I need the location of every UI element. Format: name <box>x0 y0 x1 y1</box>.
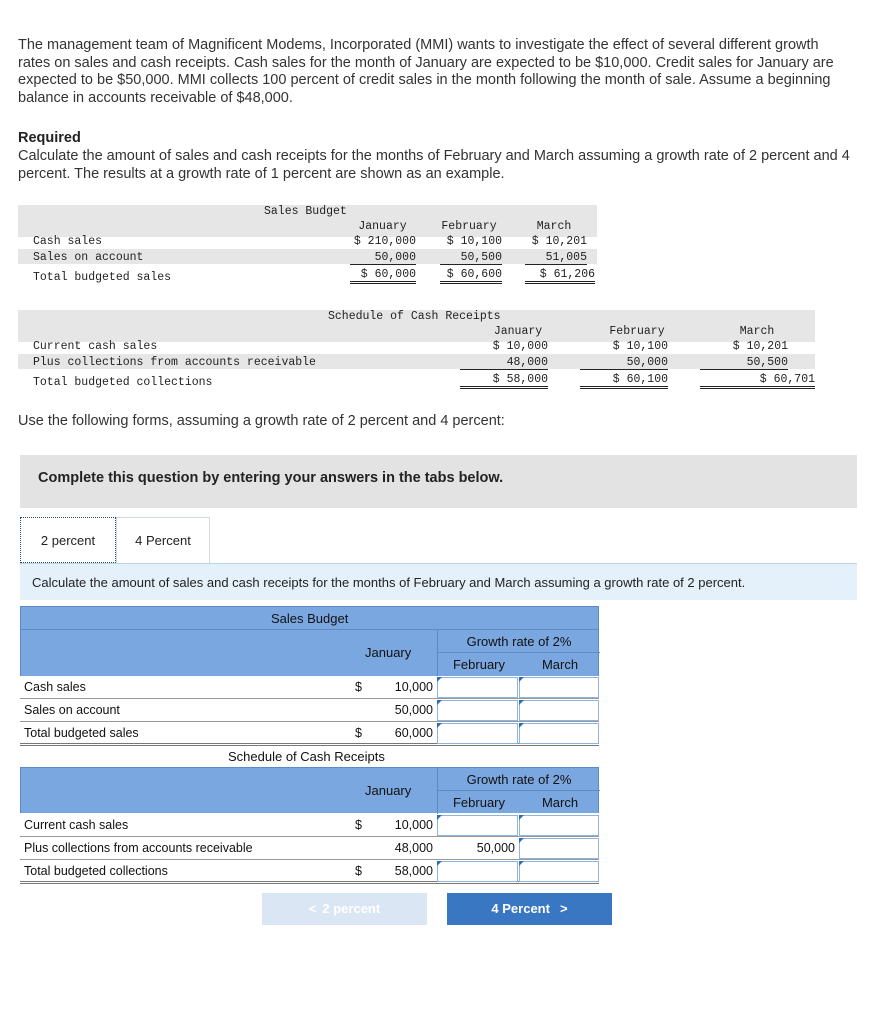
header-divider <box>438 652 600 653</box>
dollar-sign: $ <box>355 680 362 694</box>
row-label: Sales on account <box>24 703 120 717</box>
chevron-right-icon: > <box>559 901 568 916</box>
row-label: Total budgeted sales <box>24 726 139 740</box>
sales-form-title-bar <box>20 606 599 630</box>
row-label: Plus collections from accounts receivable <box>24 841 253 855</box>
sales-feb-account-input[interactable] <box>437 700 518 721</box>
example-receipts-label: Total budgeted collections <box>33 376 213 389</box>
forms-instruction: Use the following forms, assuming a growth rate of 2 percent and 4 percent: <box>18 413 505 429</box>
row-label: Total budgeted collections <box>24 864 168 878</box>
example-sales-value: $ 61,206 <box>525 268 595 284</box>
sales-mar-account-input[interactable] <box>519 700 599 721</box>
jan-value: 10,000 <box>394 680 433 694</box>
example-sales-value: $ 210,000 <box>353 235 416 248</box>
jan-value: 50,000 <box>394 703 433 717</box>
dollar-sign: $ <box>355 818 362 832</box>
chevron-left-icon: < <box>308 901 317 916</box>
receipts-feb-total-input[interactable] <box>437 861 518 882</box>
example-receipts-month: February <box>609 325 665 338</box>
example-receipts-month: January <box>493 325 543 338</box>
next-tab-button[interactable] <box>447 893 612 925</box>
row-label: Cash sales <box>24 680 86 694</box>
example-receipts-value: $ 58,000 <box>460 373 548 389</box>
example-sales-month: February <box>441 220 497 233</box>
next-tab-label: 4 Percent <box>491 901 550 916</box>
problem-intro: The management team of Magnificent Modems, Incorporated (MMI) wants to investigate the effect of several different growth rates on sales and cash receipts. Cash sales for the month of January are expected to be $10,000. Credit sales for January are expected to be $50,000. MMI collects 100 percent of credit sales in the month following the month of sale. Assume a beginning balance in accounts receivable of $48,000. <box>18 37 834 106</box>
panel-heading: Complete this question by entering your answers in the tabs below. <box>38 470 504 486</box>
required-text: Calculate the amount of sales and cash receipts for the months of February and March assuming a growth rate of 2 percent and 4 percent. The results at a growth rate of 1 percent are shown as an example. <box>18 148 850 182</box>
receipts-mar-cash-input[interactable] <box>519 815 599 836</box>
prev-tab-button[interactable] <box>262 893 427 925</box>
receipts-feb-cash-input[interactable] <box>437 815 518 836</box>
example-sales-label: Sales on account <box>33 251 144 264</box>
tab-instruction: Calculate the amount of sales and cash receipts for the months of February and March assuming a growth rate of 2 percent. <box>20 563 857 600</box>
receipts-row <box>20 814 599 837</box>
example-sales-value: 50,000 <box>350 251 416 265</box>
example-receipts-label: Plus collections from accounts receivable <box>33 356 316 369</box>
example-sales-value: $ 10,100 <box>446 235 502 248</box>
sales-mar-header: March <box>541 657 579 672</box>
example-sales-month: March <box>536 220 572 233</box>
receipts-row <box>20 860 599 884</box>
receipts-row <box>20 837 599 860</box>
example-receipts-label: Current cash sales <box>33 340 158 353</box>
sales-form-header <box>20 630 599 676</box>
row-label: Current cash sales <box>24 818 129 832</box>
sales-mar-total-input[interactable] <box>519 723 599 744</box>
example-sales-value: 51,005 <box>525 251 587 265</box>
sales-jan-header: January <box>365 645 412 660</box>
receipts-mar-collections-input[interactable] <box>519 838 599 859</box>
example-receipts-value: $ 10,000 <box>492 340 548 353</box>
receipts-mar-total-input[interactable] <box>519 861 599 882</box>
dollar-sign: $ <box>355 726 362 740</box>
example-receipts-value: $ 60,100 <box>580 373 668 389</box>
receipts-growth-header: Growth rate of 2% <box>466 772 572 787</box>
receipts-form-title: Schedule of Cash Receipts <box>228 749 385 764</box>
example-sales-label: Total budgeted sales <box>33 271 172 284</box>
jan-value: 48,000 <box>394 841 433 855</box>
required-heading: Required <box>18 130 81 146</box>
example-sales-month: January <box>358 220 407 233</box>
question-panel <box>20 455 857 508</box>
example-sales-title: Sales Budget <box>264 205 347 218</box>
sales-mar-cash-input[interactable] <box>519 677 599 698</box>
example-receipts-value: $ 60,701 <box>700 373 815 389</box>
example-receipts-title: Schedule of Cash Receipts <box>328 310 501 323</box>
sales-feb-header: February <box>452 657 506 672</box>
sales-row <box>20 676 599 699</box>
receipts-feb-header: February <box>452 795 506 810</box>
example-receipts-value: $ 10,100 <box>612 340 668 353</box>
example-receipts-month: March <box>739 325 775 338</box>
receipts-form-header <box>20 767 599 813</box>
example-sales-label: Cash sales <box>33 235 103 248</box>
example-receipts-value: 50,500 <box>700 356 788 370</box>
example-receipts-value: 48,000 <box>460 356 548 370</box>
jan-value: 58,000 <box>394 864 433 878</box>
sales-growth-header: Growth rate of 2% <box>466 634 572 649</box>
example-sales-value: $ 10,201 <box>531 235 587 248</box>
feb-collections-value: 50,000 <box>476 841 515 855</box>
prev-tab-label: 2 percent <box>322 901 381 916</box>
sales-row <box>20 722 599 746</box>
sales-feb-total-input[interactable] <box>437 723 518 744</box>
example-sales-value: 50,500 <box>440 251 502 265</box>
example-sales-value: $ 60,000 <box>350 268 416 284</box>
tab-4-percent[interactable]: 4 Percent <box>116 517 210 563</box>
example-sales-value: $ 60,600 <box>440 268 502 284</box>
tab-2-percent[interactable]: 2 percent <box>20 517 116 563</box>
jan-value: 10,000 <box>394 818 433 832</box>
receipts-mar-header: March <box>541 795 579 810</box>
dollar-sign: $ <box>355 864 362 878</box>
example-receipts-value: $ 10,201 <box>732 340 788 353</box>
jan-value: 60,000 <box>394 726 433 740</box>
sales-feb-cash-input[interactable] <box>437 677 518 698</box>
sales-row <box>20 699 599 722</box>
sales-form-title: Sales Budget <box>271 611 349 626</box>
example-receipts-value: 50,000 <box>580 356 668 370</box>
header-divider <box>438 790 600 791</box>
receipts-jan-header: January <box>365 783 412 798</box>
